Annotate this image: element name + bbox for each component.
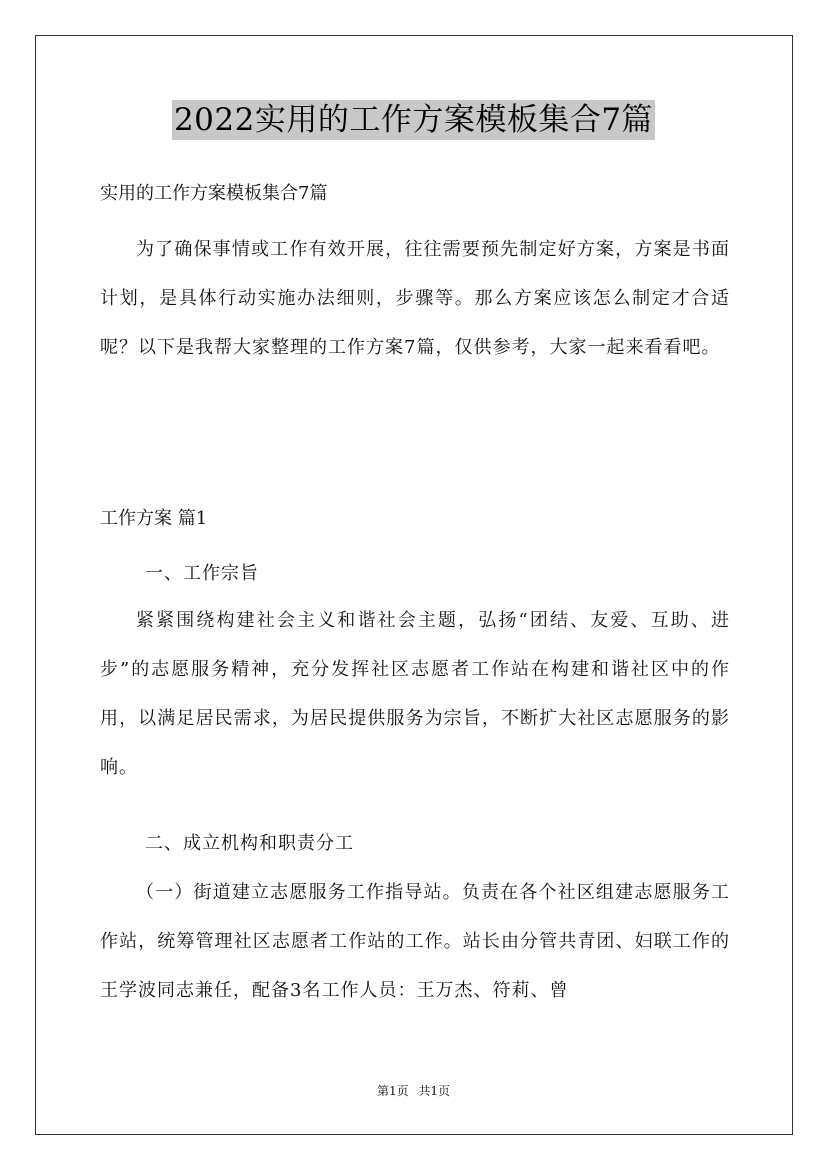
heading-work-purpose: 一、工作宗旨 [145,563,259,584]
title-container [0,100,827,140]
work-purpose-paragraph: 紧紧围绕构建社会主义和谐社会主题，弘扬“团结、友爱、互助、进步”的志愿服务精神，充分发挥社区志愿者工作站在构建和谐社区中的作用，以满足居民需求，为居民提供服务为宗旨，不断扩大社区志愿服务的影响。 [100,610,730,778]
document-subtitle: 实用的工作方案模板集合7篇 [100,183,328,204]
page-footer [0,1083,827,1099]
page-total: 共1页 [418,1084,451,1098]
organization-paragraph: （一）街道建立志愿服务工作指导站。负责在各个社区组建志愿服务工作站，统筹管理社区志愿者工作站的工作。站长由分管共青团、妇联工作的王学波同志兼任，配备3名工作人员：王万杰、符莉、曾 [100,882,730,1001]
page-number: 第1页 [376,1084,409,1098]
section-title: 工作方案 篇1 [100,508,208,529]
document-title: 2022实用的工作方案模板集合7篇 [173,102,654,138]
heading-organization: 二、成立机构和职责分工 [145,833,354,854]
intro-paragraph: 为了确保事情或工作有效开展，往往需要预先制定好方案，方案是书面计划，是具体行动实施办法细则，步骤等。那么方案应该怎么制定才合适呢？以下是我帮大家整理的工作方案7篇，仅供参考，大家一起来看看吧。 [100,239,730,358]
